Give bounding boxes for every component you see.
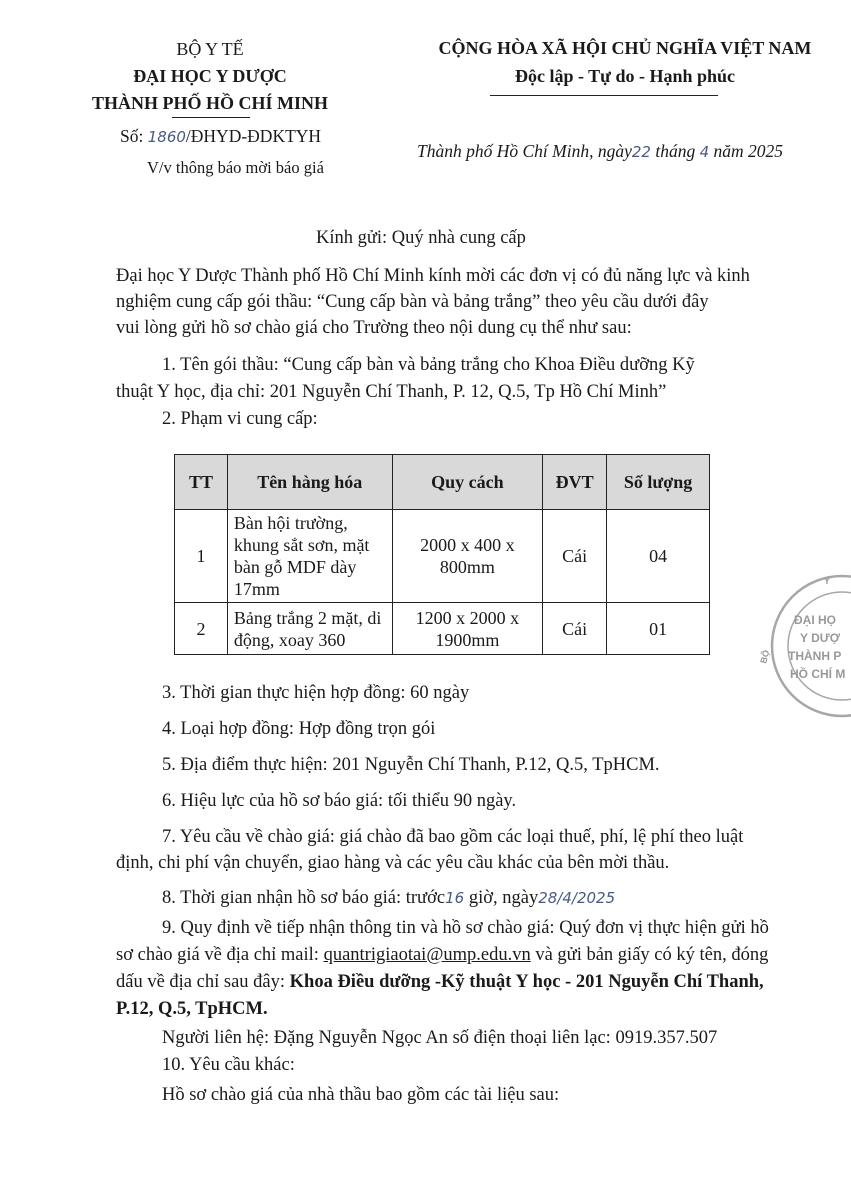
- delivery-address-part2: P.12, Q.5, TpHCM.: [116, 999, 268, 1019]
- item1-line-2: thuật Y học, địa chỉ: 201 Nguyễn Chí Thanh, P. 12, Q.5, Tp Hồ Chí Minh”: [116, 382, 667, 402]
- table-row: [175, 603, 710, 655]
- date-month-handwritten: 4: [699, 143, 710, 161]
- item10-heading: 10. Yêu cầu khác:: [162, 1055, 295, 1075]
- intro-line-2: nghiệm cung cấp gói thầu: “Cung cấp bàn và bảng trắng” theo yêu cầu dưới đây: [116, 292, 709, 312]
- item6: 6. Hiệu lực của hồ sơ báo giá: tối thiểu 90 ngày.: [162, 791, 517, 811]
- deadline-date-handwritten: 28/4/2025: [538, 889, 616, 907]
- republic-name: CỘNG HÒA XÃ HỘI CHỦ NGHĨA VIỆT NAM: [438, 38, 812, 58]
- seal-outer-ring: [772, 576, 851, 716]
- item8: [162, 886, 615, 911]
- subject-line: V/v thông báo mời báo giá: [147, 158, 324, 177]
- item9-line-3: [116, 970, 764, 995]
- seal-text-line3: THÀNH P: [788, 649, 842, 663]
- cell-quantity: 01: [607, 603, 710, 655]
- seal-text-side: BỘ: [758, 648, 772, 665]
- cell-item-name: Bàn hội trường, khung sắt sơn, mặt bàn gỗ MDF dày 17mm: [227, 510, 392, 603]
- seal-text-top: Y: [824, 576, 831, 586]
- cell-quantity: 04: [607, 510, 710, 603]
- university-name-line1: ĐẠI HỌC Y DƯỢC: [133, 66, 287, 86]
- number-handwritten: 1860: [147, 128, 186, 146]
- ministry-name: BỘ Y TẾ: [176, 39, 244, 59]
- item5: 5. Địa điểm thực hiện: 201 Nguyễn Chí Thanh, P.12, Q.5, TpHCM.: [162, 755, 660, 775]
- supply-scope-table: [174, 454, 710, 655]
- item9-line3-prefix: dấu về địa chỉ sau đây:: [116, 972, 286, 992]
- date-day-handwritten: 22: [631, 143, 651, 161]
- item8-prefix: 8. Thời gian nhận hồ sơ báo giá: trước: [162, 888, 446, 908]
- cell-unit: Cái: [543, 510, 607, 603]
- seal-text-line1: ĐẠI HỌ: [794, 613, 836, 627]
- university-name-line2: THÀNH PHỐ HỒ CHÍ MINH: [91, 93, 328, 113]
- item3: 3. Thời gian thực hiện hợp đồng: 60 ngày: [162, 683, 470, 703]
- cell-unit: Cái: [543, 603, 607, 655]
- item4: 4. Loại hợp đồng: Hợp đồng trọn gói: [162, 719, 436, 739]
- item9-line-1: 9. Quy định về tiếp nhận thông tin và hồ sơ chào giá: Quý đơn vị thực hiện gửi hồ: [162, 918, 769, 938]
- table-row: [175, 510, 710, 603]
- col-header-index: TT: [175, 455, 228, 510]
- issuer-underline: [172, 117, 250, 118]
- cell-specification: 1200 x 2000 x 1900mm: [392, 603, 543, 655]
- issuer-block: [80, 36, 340, 117]
- cell-specification: 2000 x 400 x 800mm: [392, 510, 543, 603]
- intro-line-1: Đại học Y Dược Thành phố Hồ Chí Minh kính mời các đơn vị có đủ năng lực và kinh: [116, 266, 750, 286]
- seal-inner-ring: [788, 592, 851, 700]
- motto-underline: [490, 95, 718, 96]
- intro-line-3: vui lòng gửi hồ sơ chào giá cho Trường theo nội dung cụ thể như sau:: [116, 318, 632, 338]
- contact-person: Người liên hệ: Đặng Nguyễn Ngọc An số điện thoại liên lạc: 0919.357.507: [162, 1028, 718, 1048]
- item7-line-2: định, chi phí vận chuyển, giao hàng và các yêu cầu khác của bên mời thầu.: [116, 853, 670, 873]
- number-suffix: /ĐHYD-ĐDKTYH: [185, 126, 322, 146]
- email-link[interactable]: quantrigiaotai@ump.edu.vn: [323, 945, 531, 965]
- documents-intro: Hồ sơ chào giá của nhà thầu bao gồm các tài liệu sau:: [162, 1085, 560, 1105]
- date-city: Thành phố Hồ Chí Minh, ngày: [417, 141, 632, 161]
- item9-line2-prefix: sơ chào giá về địa chỉ mail:: [116, 945, 319, 965]
- col-header-unit: ĐVT: [543, 455, 607, 510]
- salutation: Kính gửi: Quý nhà cung cấp: [316, 228, 526, 248]
- republic-block: [415, 34, 835, 90]
- national-motto: Độc lập - Tự do - Hạnh phúc: [514, 66, 736, 86]
- item9-line2-suffix: và gửi bản giấy có ký tên, đóng: [535, 945, 769, 965]
- item7-line-1: 7. Yêu cầu về chào giá: giá chào đã bao gồm các loại thuế, phí, lệ phí theo luật: [162, 827, 744, 847]
- date-year: năm 2025: [713, 141, 784, 161]
- col-header-quantity: Số lượng: [607, 455, 710, 510]
- seal-text-line4: HỒ CHÍ M: [790, 667, 846, 681]
- col-header-item-name: Tên hàng hóa: [227, 455, 392, 510]
- item1-line-1: 1. Tên gói thầu: “Cung cấp bàn và bảng trắng cho Khoa Điều dưỡng Kỹ: [162, 355, 695, 375]
- col-header-specification: Quy cách: [392, 455, 543, 510]
- number-prefix: Số:: [120, 126, 144, 146]
- issue-date: [417, 141, 783, 162]
- official-seal: [758, 572, 851, 722]
- deadline-hour-handwritten: 16: [445, 889, 465, 907]
- seal-text-line2: Y DƯỢ: [800, 631, 840, 645]
- cell-index: 1: [175, 510, 228, 603]
- document-number: [120, 126, 321, 147]
- table-header-row: [175, 455, 710, 510]
- item2-heading: 2. Phạm vi cung cấp:: [162, 409, 318, 429]
- delivery-address-part1: Khoa Điều dưỡng -Kỹ thuật Y học - 201 Nguyễn Chí Thanh,: [289, 972, 764, 992]
- cell-index: 2: [175, 603, 228, 655]
- cell-item-name: Bảng trắng 2 mặt, di động, xoay 360: [227, 603, 392, 655]
- item9-line-2: [116, 943, 768, 968]
- item8-hour-label: giờ, ngày: [468, 888, 539, 908]
- date-month-label: tháng: [655, 141, 696, 161]
